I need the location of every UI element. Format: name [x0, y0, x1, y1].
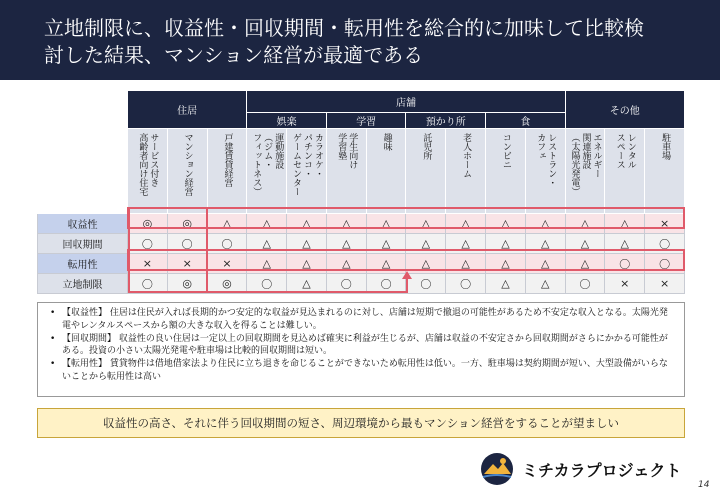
page-title-line-1: 立地制限に、収益性・回収期間・転用性を総合的に加味して比較検: [44, 16, 644, 40]
column-header: エネルギー 関連施設 （太陽光発電）: [565, 129, 605, 214]
table-cell: △: [565, 234, 605, 254]
column-header: マンション経営: [167, 129, 207, 214]
table-cell: △: [525, 234, 565, 254]
table-row-payback-period: [38, 234, 685, 254]
table-cell: 〇: [406, 274, 446, 294]
table-cell: △: [605, 234, 645, 254]
table-cell: ◎: [167, 274, 207, 294]
table-cell: △: [326, 214, 366, 234]
column-header: 学生向け 学習塾: [326, 129, 366, 214]
table-cell: ◎: [128, 214, 168, 234]
table-cell: △: [446, 254, 486, 274]
table-cell: ×: [167, 254, 207, 274]
table-cell: ×: [128, 254, 168, 274]
conclusion-box: 収益性の高さ、それに伴う回収期間の短さ、周辺環境から最もマンション経営をすることが望ましい: [37, 408, 685, 438]
column-header: 託児所: [406, 129, 446, 214]
table-cell: 〇: [128, 234, 168, 254]
note-item: • 【転用性】 賃貸物件は借地借家法より住民に立ち退きを命じることができないため転用性は低い。一方、駐車場は契約期間が短い、大型設備がいらないことから転用性は高い: [50, 359, 668, 382]
column-header: コンビニ: [486, 129, 526, 214]
table-cell: △: [287, 274, 327, 294]
company-logo: [480, 452, 690, 486]
table-row-convertibility: [38, 254, 685, 274]
table-cell: △: [406, 234, 446, 254]
table-cell: △: [565, 254, 605, 274]
table-cell: ◎: [207, 274, 247, 294]
table-cell: △: [207, 214, 247, 234]
table-cell: △: [446, 214, 486, 234]
table-cell: △: [287, 254, 327, 274]
table-cell: 〇: [446, 274, 486, 294]
table-cell: △: [247, 254, 287, 274]
subgroup-header-daycare: 預かり所: [406, 113, 486, 129]
subgroup-header-entertainment: 娯楽: [247, 113, 327, 129]
column-header: サービス付き 高齢者向け住宅: [128, 129, 168, 214]
table-cell: 〇: [167, 234, 207, 254]
row-label: 転用性: [38, 254, 128, 274]
table-cell: △: [366, 214, 406, 234]
table-cell: ×: [605, 274, 645, 294]
page-number: 14: [698, 480, 710, 490]
column-header: 戸建賃貸経営: [207, 129, 247, 214]
column-header: レンタル スペース: [605, 129, 645, 214]
table-cell: 〇: [645, 254, 685, 274]
subgroup-header-food: 食: [486, 113, 566, 129]
table-cell: 〇: [605, 254, 645, 274]
table-cell: 〇: [207, 234, 247, 254]
table-cell: 〇: [326, 274, 366, 294]
table-cell: △: [247, 214, 287, 234]
table-cell: △: [525, 254, 565, 274]
table-cell: △: [605, 214, 645, 234]
table-cell: △: [486, 274, 526, 294]
table-cell: △: [525, 274, 565, 294]
column-header: 趣味: [366, 129, 406, 214]
table-cell: △: [565, 214, 605, 234]
table-cell: ◎: [167, 214, 207, 234]
arrow-connector-vertical: [406, 279, 408, 293]
note-item: • 【収益性】 住居は住民が入れば長期的かつ安定的な収益が見込まれるのに対し、店舗は短期で撤退の可能性があるため不安定な収入となる。太陽光発電やレンタルスペースから額の大きな収入を得ることは難しい。: [50, 308, 668, 331]
column-header: カラオケ・ パチンコ・ ゲームセンター: [287, 129, 327, 214]
table-cell: ×: [207, 254, 247, 274]
page-title-line-2: 討した結果、マンション経営が最適である: [44, 43, 424, 67]
table-corner: [38, 91, 128, 129]
row-label: 収益性: [38, 214, 128, 234]
logo-name: ミチカラプロジェクト: [522, 461, 682, 480]
column-header: 老人ホーム: [446, 129, 486, 214]
table-cell: △: [486, 254, 526, 274]
table-row-profitability: [38, 214, 685, 234]
table-cell: 〇: [645, 234, 685, 254]
group-header-store: 店舗: [247, 91, 565, 113]
arrow-connector-horizontal: [207, 291, 408, 293]
row-label: 回収期間: [38, 234, 128, 254]
table-cell: 〇: [565, 274, 605, 294]
table-cell: ×: [645, 214, 685, 234]
column-header: 運動施設 （ジム・ フィットネス）: [247, 129, 287, 214]
table-cell: △: [326, 254, 366, 274]
subgroup-header-learning: 学習: [326, 113, 406, 129]
row-label: 立地制限: [38, 274, 128, 294]
table-cell: △: [446, 234, 486, 254]
table-cell: △: [525, 214, 565, 234]
table-cell: ×: [645, 274, 685, 294]
table-cell: △: [366, 254, 406, 274]
column-header: レストラン・ カフェ: [525, 129, 565, 214]
table-cell: 〇: [128, 274, 168, 294]
table-corner-2: [38, 129, 128, 214]
group-header-other: その他: [565, 91, 684, 129]
table-cell: 〇: [366, 274, 406, 294]
note-item: • 【回収期間】 収益性の良い住居は一定以上の回収期間を見込めば確実に利益が生じるが、店舗は収益の不安定さから回収期間がさらにかかる可能性がある。投資の小さい太陽光発電や駐車場は比較的回収期間は短い。: [50, 333, 668, 356]
arrow-up-icon: [402, 271, 412, 279]
title-banner: [0, 0, 720, 80]
table-cell: △: [287, 234, 327, 254]
table-cell: △: [486, 234, 526, 254]
notes-box: [37, 302, 685, 397]
table-cell: △: [406, 254, 446, 274]
group-header-residential: 住居: [128, 91, 247, 129]
comparison-table: [37, 90, 685, 294]
table-cell: 〇: [247, 274, 287, 294]
column-header: 駐車場: [645, 129, 685, 214]
table-cell: △: [406, 214, 446, 234]
logo-mark-icon: [480, 452, 514, 486]
table-cell: △: [247, 234, 287, 254]
table-cell: △: [326, 234, 366, 254]
table-cell: △: [486, 214, 526, 234]
table-cell: △: [366, 234, 406, 254]
table-cell: △: [287, 214, 327, 234]
